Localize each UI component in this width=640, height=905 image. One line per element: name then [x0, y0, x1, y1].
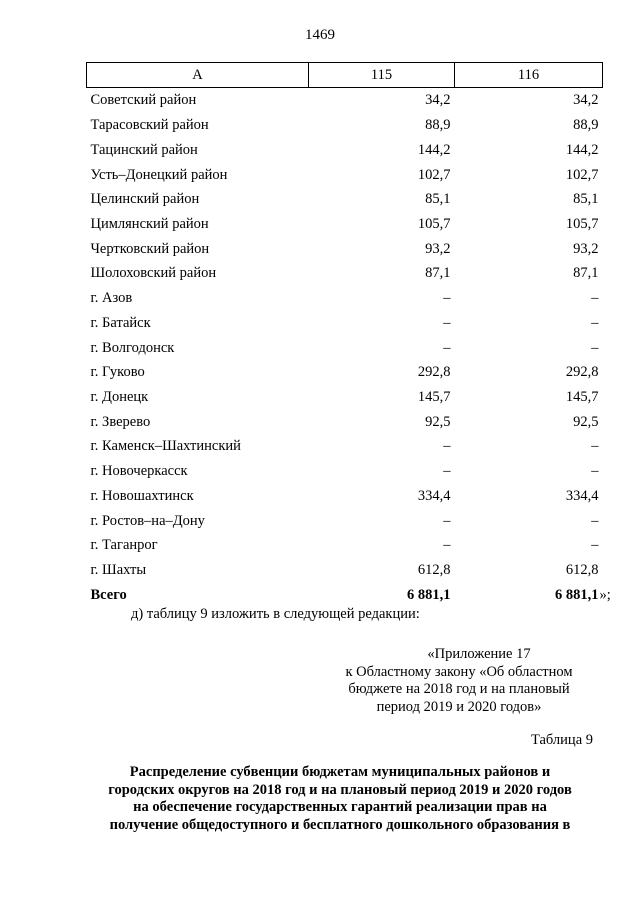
total-value-116: 6 881,1	[555, 586, 599, 603]
row-value-115: 93,2	[425, 240, 451, 257]
table-row	[87, 162, 603, 187]
row-name: Тарасовский район	[90, 117, 209, 134]
total-label: Всего	[90, 586, 127, 603]
row-value-116: 292,8	[565, 364, 599, 381]
row-value-116: 92,5	[573, 413, 599, 430]
table-row	[87, 137, 603, 162]
row-value-115: 145,7	[417, 388, 451, 405]
row-name: Усть–Донецкий район	[90, 166, 228, 183]
appendix-line: бюджете на 2018 год и на плановый	[348, 681, 570, 697]
row-name: Целинский район	[90, 191, 200, 208]
row-value-115: 144,2	[417, 141, 451, 158]
row-value-115: –	[443, 512, 451, 529]
row-value-115: 92,5	[425, 413, 451, 430]
row-value-116: –	[591, 314, 599, 331]
row-name: Тацинский район	[90, 141, 198, 158]
row-value-116: –	[591, 537, 599, 554]
row-value-116: 34,2	[573, 92, 599, 109]
row-value-115: 102,7	[417, 166, 451, 183]
row-value-116: 102,7	[565, 166, 599, 183]
row-value-115: –	[443, 314, 451, 331]
row-name: г. Гуково	[90, 364, 145, 381]
table-row	[87, 434, 603, 459]
row-name: г. Новошахтинск	[90, 487, 194, 504]
row-name: г. Волгодонск	[90, 339, 175, 356]
header-col-115: 115	[309, 63, 455, 88]
subvention-table	[86, 62, 611, 607]
appendix-line: период 2019 и 2020 годов»	[376, 698, 542, 715]
row-value-116: 93,2	[573, 240, 599, 257]
row-value-116: –	[591, 512, 599, 529]
heading-line: получение общедоступного и бесплатного дошкольного образования в	[109, 816, 571, 833]
table-row	[87, 335, 603, 360]
row-value-115: 88,9	[425, 117, 451, 134]
row-value-116: –	[591, 339, 599, 356]
row-value-116: 105,7	[565, 215, 599, 232]
table-row	[87, 409, 603, 434]
row-value-115: –	[443, 463, 451, 480]
header-col-116: 116	[455, 63, 603, 88]
row-value-115: 612,8	[417, 562, 451, 579]
row-name: г. Новочеркасск	[90, 463, 188, 480]
table-row	[87, 459, 603, 484]
row-name: Шолоховский район	[90, 265, 217, 282]
row-name: Советский район	[90, 92, 197, 109]
row-value-115: 34,2	[425, 92, 451, 109]
table-row	[87, 88, 603, 113]
row-value-116: 85,1	[573, 191, 599, 208]
table-row	[87, 310, 603, 335]
table-row	[87, 187, 603, 212]
row-name: Чертковский район	[90, 240, 210, 257]
appendix-reference	[309, 646, 609, 716]
row-name: г. Батайск	[90, 314, 151, 331]
row-value-116: 334,4	[565, 487, 599, 504]
row-value-115: –	[443, 290, 451, 307]
table-row	[87, 236, 603, 261]
row-value-115: –	[443, 339, 451, 356]
row-name: г. Таганрог	[90, 537, 158, 554]
amendment-note: д) таблицу 9 изложить в следующей редакции:	[131, 606, 420, 622]
row-name: г. Донецк	[90, 388, 149, 405]
total-value-116-cell	[455, 582, 611, 607]
page-number: 1469	[305, 27, 335, 43]
row-name: г. Шахты	[90, 562, 147, 579]
row-name: г. Ростов–на–Дону	[90, 512, 205, 529]
row-value-116: 144,2	[565, 141, 599, 158]
table-row	[87, 484, 603, 509]
row-name: Цимлянский район	[90, 215, 209, 232]
total-closing-mark: »;	[599, 586, 611, 603]
appendix-line: к Областному закону «Об областном	[345, 663, 573, 680]
appendix-line: «Приложение 17	[427, 646, 531, 662]
row-name: г. Азов	[90, 290, 133, 307]
heading-line: городских округов на 2018 год и на плановый период 2019 и 2020 годов	[108, 781, 572, 798]
row-value-115: 87,1	[425, 265, 451, 282]
row-value-116: –	[591, 290, 599, 307]
table-label: Таблица 9	[530, 732, 593, 748]
table-row	[87, 261, 603, 286]
row-value-115: 334,4	[417, 487, 451, 504]
row-value-115: 85,1	[425, 191, 451, 208]
table-row	[87, 113, 603, 138]
row-value-115: –	[443, 537, 451, 554]
total-value-115: 6 881,1	[407, 586, 451, 603]
row-value-116: –	[591, 438, 599, 455]
table-row	[87, 533, 603, 558]
row-name: г. Зверево	[90, 413, 151, 430]
row-value-116: 88,9	[573, 117, 599, 134]
table-row	[87, 558, 603, 583]
table-header-row	[87, 63, 603, 88]
total-row	[87, 582, 603, 607]
table-row	[87, 385, 603, 410]
table-heading	[60, 764, 620, 834]
table-row	[87, 212, 603, 237]
heading-line: Распределение субвенции бюджетам муниципальных районов и	[129, 764, 551, 780]
header-col-a: А	[87, 63, 309, 88]
row-value-115: 292,8	[417, 364, 451, 381]
row-name: г. Каменск–Шахтинский	[90, 438, 241, 455]
row-value-115: 105,7	[417, 215, 451, 232]
table-row	[87, 508, 603, 533]
row-value-116: 145,7	[565, 388, 599, 405]
table-row	[87, 286, 603, 311]
row-value-116: 87,1	[573, 265, 599, 282]
heading-line: на обеспечение государственных гарантий реализации прав на	[133, 799, 547, 815]
row-value-116: 612,8	[565, 562, 599, 579]
table-row	[87, 360, 603, 385]
row-value-115: –	[443, 438, 451, 455]
row-value-116: –	[591, 463, 599, 480]
